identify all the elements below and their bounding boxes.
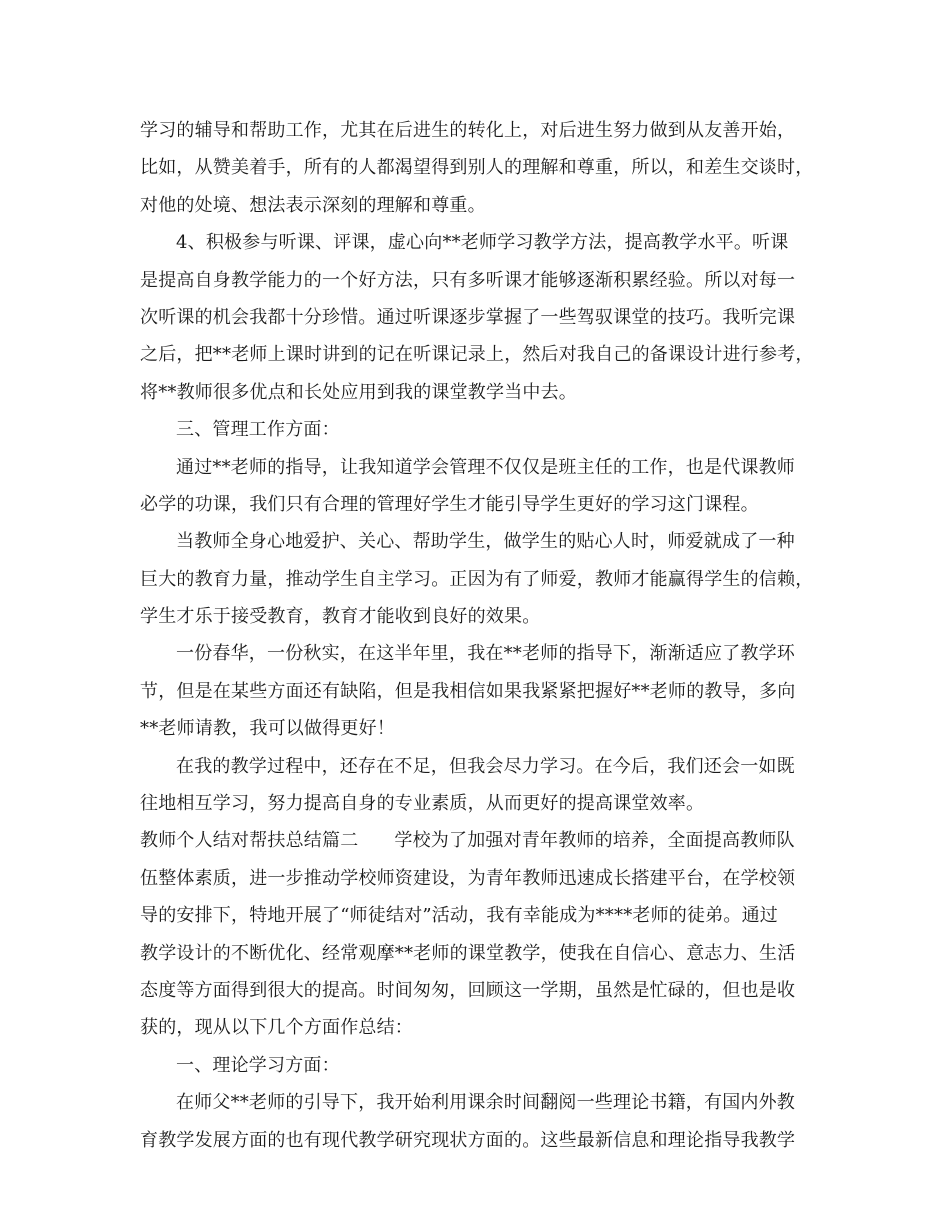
text-line: 当教师全身心地爱护、关心、帮助学生，做学生的贴心人时，师爱就成了一种 (176, 531, 795, 553)
text-line: 往地相互学习，努力提高自身的专业素质，从而更好的提高课堂效率。 (140, 793, 705, 815)
text-line: 对他的处境、想法表示深刻的理解和尊重。 (140, 194, 486, 216)
title-line (140, 822, 840, 859)
text-line: **老师请教，我可以做得更好！ (140, 718, 395, 740)
text-line: 在我的教学过程中，还存在不足，但我会尽力学习。在今后，我们还会一如既 (176, 755, 795, 777)
text-line: 之后，把**老师上课时讲到的记在听课记录上，然后对我自己的备课设计进行参考， (140, 344, 814, 366)
text-line: 通过**老师的指导，让我知道学会管理不仅仅是班主任的工作，也是代课教师 (176, 456, 795, 478)
text-line: 学校为了加强对青年教师的培养，全面提高教师队 (394, 830, 795, 852)
text-line: 育教学发展方面的也有现代教学研究现状方面的。这些最新信息和理论指导我教学 (140, 1129, 796, 1151)
article-title: 教师个人结对帮扶总结篇二 (140, 830, 359, 852)
section-heading: 一、理论学习方面： (176, 1054, 340, 1076)
text-line: 伍整体素质，进一步推动学校师资建设，为青年教师迅速成长搭建平台，在学校领 (140, 867, 796, 889)
text-line: 比如，从赞美着手，所有的人都渴望得到别人的理解和尊重，所以，和差生交谈时， (140, 157, 814, 179)
text-line: 巨大的教育力量，推动学生自主学习。正因为有了师爱，教师才能赢得学生的信赖， (140, 568, 814, 590)
text-line: 在师父**老师的引导下，我开始利用课余时间翻阅一些理论书籍，有国内外教 (176, 1092, 795, 1114)
text-line: 必学的功课，我们只有合理的管理好学生才能引导学生更好的学习这门课程。 (140, 493, 759, 515)
text-line: 4、积极参与听课、评课，虚心向**老师学习教学方法，提高教学水平。听课 (176, 232, 789, 254)
text-line: 一份春华，一份秋实，在这半年里，我在**老师的指导下，渐渐适应了教学环 (176, 643, 795, 665)
text-line: 学生才乐于接受教育，教育才能收到良好的效果。 (140, 606, 541, 628)
text-line: 导的安排下，特地开展了“师徒结对”活动，我有幸能成为****老师的徒弟。通过 (140, 905, 779, 927)
document-body (140, 112, 840, 1159)
text-line: 学习的辅导和帮助工作，尤其在后进生的转化上，对后进生努力做到从友善开始， (140, 120, 796, 141)
text-line: 态度等方面得到很大的提高。时间匆匆，回顾这一学期，虽然是忙碌的，但也是收 (140, 979, 796, 1001)
text-line: 教学设计的不断优化、经常观摩**老师的课堂教学，使我在自信心、意志力、生活 (140, 942, 796, 964)
text-line: 将**教师很多优点和长处应用到我的课堂教学当中去。 (140, 381, 577, 403)
text-line: 是提高自身教学能力的一个好方法，只有多听课才能够逐渐积累经验。所以对每一 (140, 269, 796, 291)
text-line: 节，但是在某些方面还有缺陷，但是我相信如果我紧紧把握好**老师的教导，多向 (140, 680, 796, 702)
section-heading: 三、管理工作方面： (176, 419, 340, 441)
text-line: 获的，现从以下几个方面作总结： (140, 1017, 413, 1039)
text-line: 次听课的机会我都十分珍惜。通过听课逐步掌握了一些驾驭课堂的技巧。我听完课 (140, 306, 796, 328)
